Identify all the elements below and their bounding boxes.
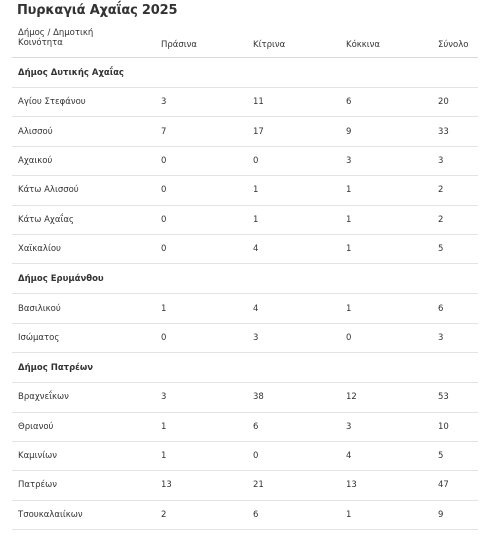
red-count: 4	[346, 451, 352, 462]
total-count: 3	[438, 332, 444, 343]
red-count: 9	[346, 126, 352, 137]
total-count: 10	[438, 421, 449, 432]
green-count: 0	[161, 332, 167, 343]
green-count: 1	[161, 303, 167, 314]
yellow-count: 1	[253, 185, 259, 196]
community-name: Καμινίων	[18, 451, 57, 462]
yellow-count: 11	[253, 97, 264, 108]
total-count: 53	[438, 392, 449, 403]
green-count: 0	[161, 185, 167, 196]
yellow-count: 6	[253, 509, 259, 520]
table-row	[12, 117, 478, 146]
red-count: 3	[346, 155, 352, 166]
column-header-area[interactable]	[18, 28, 138, 48]
table-row	[12, 147, 478, 176]
group-row	[12, 58, 478, 88]
red-count: 1	[346, 214, 352, 225]
community-name: Θριανού	[18, 421, 54, 432]
column-header-area-line1: Δήμος / Δημοτική	[18, 28, 94, 38]
table-row	[12, 294, 478, 323]
red-count: 1	[346, 509, 352, 520]
total-count: 9	[438, 509, 444, 520]
community-name: Βασιλικού	[18, 303, 61, 314]
group-row	[12, 264, 478, 294]
green-count: 3	[161, 392, 167, 403]
community-name: Πατρέων	[18, 480, 57, 491]
community-name: Αλισσού	[18, 126, 53, 137]
total-count: 3	[438, 155, 444, 166]
table-row	[12, 206, 478, 235]
municipality-name: Δήμος Πατρέων	[18, 362, 94, 373]
column-header-red[interactable]: Κόκκινα	[346, 40, 381, 50]
yellow-count: 4	[253, 244, 259, 255]
green-count: 0	[161, 244, 167, 255]
column-header-area-line2: Κοινότητα	[18, 38, 63, 48]
yellow-count: 21	[253, 480, 264, 491]
green-count: 1	[161, 421, 167, 432]
total-count: 6	[438, 303, 444, 314]
red-count: 13	[346, 480, 357, 491]
table-row	[12, 501, 478, 530]
total-count: 2	[438, 185, 444, 196]
total-count: 33	[438, 126, 449, 137]
red-count: 12	[346, 392, 357, 403]
green-count: 1	[161, 451, 167, 462]
group-row	[12, 353, 478, 383]
column-header-total[interactable]: Σύνολο	[438, 40, 469, 50]
yellow-count: 3	[253, 332, 259, 343]
community-name: Χαϊκαλίου	[18, 244, 61, 255]
green-count: 0	[161, 155, 167, 166]
community-name: Τσουκαλαιίκων	[18, 509, 83, 520]
red-count: 6	[346, 97, 352, 108]
total-count: 5	[438, 244, 444, 255]
red-count: 1	[346, 303, 352, 314]
table-row	[12, 235, 478, 264]
table-row	[12, 471, 478, 500]
table-row	[12, 88, 478, 117]
community-name: Ισώματος	[18, 332, 60, 343]
green-count: 13	[161, 480, 172, 491]
yellow-count: 4	[253, 303, 259, 314]
red-count: 0	[346, 332, 352, 343]
community-name: Κάτω Αλισσού	[18, 185, 79, 196]
table-body	[12, 58, 478, 530]
table-header	[12, 24, 478, 58]
total-count: 5	[438, 451, 444, 462]
yellow-count: 1	[253, 214, 259, 225]
municipality-name: Δήμος Δυτικής Αχαΐας	[18, 67, 124, 78]
community-name: Αχαικού	[18, 155, 53, 166]
municipality-name: Δήμος Ερυμάνθου	[18, 273, 104, 284]
yellow-count: 6	[253, 421, 259, 432]
fire-damage-table	[12, 24, 478, 530]
community-name: Βραχνεΐκων	[18, 392, 69, 403]
red-count: 1	[346, 244, 352, 255]
red-count: 3	[346, 421, 352, 432]
green-count: 3	[161, 97, 167, 108]
column-header-yellow[interactable]: Κίτρινα	[253, 40, 286, 50]
total-count: 47	[438, 480, 449, 491]
column-header-green[interactable]: Πράσινα	[161, 40, 198, 50]
table-row	[12, 383, 478, 412]
red-count: 1	[346, 185, 352, 196]
table-row	[12, 324, 478, 353]
community-name: Κάτω Αχαΐας	[18, 214, 74, 225]
total-count: 2	[438, 214, 444, 225]
table-row	[12, 413, 478, 442]
yellow-count: 38	[253, 392, 264, 403]
community-name: Αγίου Στεφάνου	[18, 97, 86, 108]
table-row	[12, 176, 478, 205]
yellow-count: 0	[253, 155, 259, 166]
table-row	[12, 442, 478, 471]
yellow-count: 0	[253, 451, 259, 462]
page-title: Πυρκαγιά Αχαΐας 2025	[17, 3, 178, 18]
total-count: 20	[438, 97, 449, 108]
green-count: 0	[161, 214, 167, 225]
yellow-count: 17	[253, 126, 264, 137]
green-count: 7	[161, 126, 167, 137]
green-count: 2	[161, 509, 167, 520]
